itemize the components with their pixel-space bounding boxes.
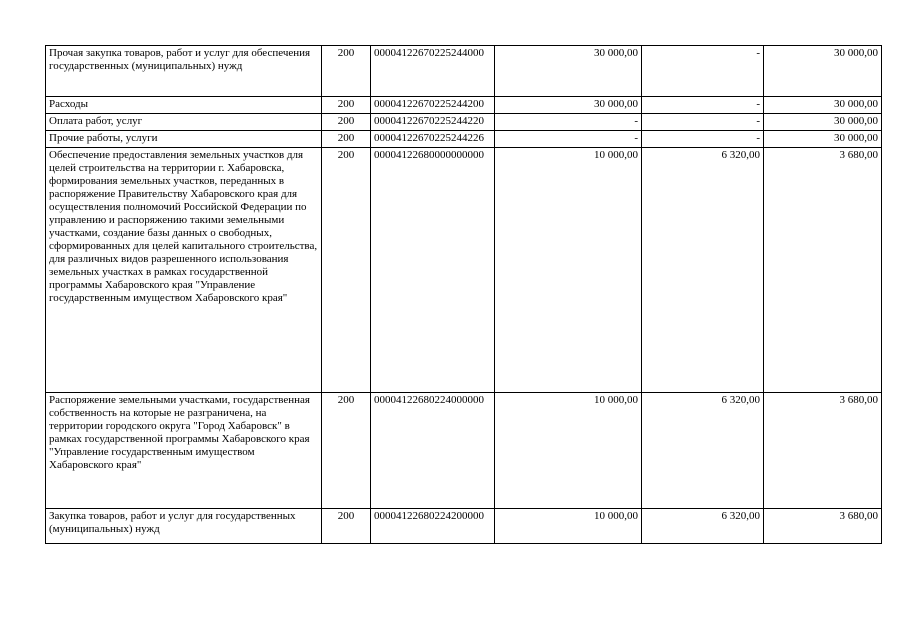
table-row: [46, 393, 882, 509]
row-name-cell: Закупка товаров, работ и услуг для государственных (муниципальных) нужд: [46, 509, 322, 544]
row-code-cell: 200: [322, 509, 371, 544]
row-kbk-cell: 00004122680224000000: [371, 393, 495, 509]
row-kbk-cell: 00004122670225244200: [371, 97, 495, 114]
row-code-cell: 200: [322, 46, 371, 97]
budget-execution-table: [45, 45, 882, 544]
row-executed-cell: 6 320,00: [642, 509, 764, 544]
row-executed-cell: -: [642, 131, 764, 148]
row-executed-cell: -: [642, 114, 764, 131]
row-assigned-cell: -: [495, 131, 642, 148]
row-remaining-cell: 30 000,00: [764, 46, 882, 97]
row-remaining-cell: 3 680,00: [764, 393, 882, 509]
row-assigned-cell: -: [495, 114, 642, 131]
row-assigned-cell: 10 000,00: [495, 509, 642, 544]
row-remaining-cell: 30 000,00: [764, 114, 882, 131]
table-row: [46, 46, 882, 97]
row-remaining-cell: 30 000,00: [764, 97, 882, 114]
table-row: [46, 131, 882, 148]
row-name-cell: Оплата работ, услуг: [46, 114, 322, 131]
row-kbk-cell: 00004122680224200000: [371, 509, 495, 544]
row-executed-cell: -: [642, 97, 764, 114]
row-code-cell: 200: [322, 97, 371, 114]
row-assigned-cell: 10 000,00: [495, 148, 642, 393]
row-kbk-cell: 00004122670225244000: [371, 46, 495, 97]
row-remaining-cell: 3 680,00: [764, 148, 882, 393]
table-row: [46, 509, 882, 544]
row-kbk-cell: 00004122670225244220: [371, 114, 495, 131]
row-remaining-cell: 30 000,00: [764, 131, 882, 148]
row-name-cell: Распоряжение земельными участками, государственная собственность на которые не разграничена, на территории городского округа "Город Хабаровск" в рамках государственной программы Хабаровского края "Управление государственным имуществом Хабаровского края": [46, 393, 322, 509]
row-assigned-cell: 30 000,00: [495, 46, 642, 97]
row-assigned-cell: 30 000,00: [495, 97, 642, 114]
row-kbk-cell: 00004122680000000000: [371, 148, 495, 393]
table-row: [46, 114, 882, 131]
row-code-cell: 200: [322, 114, 371, 131]
row-assigned-cell: 10 000,00: [495, 393, 642, 509]
row-name-cell: Прочая закупка товаров, работ и услуг для обеспечения государственных (муниципальных) нужд: [46, 46, 322, 97]
row-code-cell: 200: [322, 393, 371, 509]
row-executed-cell: -: [642, 46, 764, 97]
row-code-cell: 200: [322, 148, 371, 393]
row-kbk-cell: 00004122670225244226: [371, 131, 495, 148]
row-name-cell: Расходы: [46, 97, 322, 114]
row-executed-cell: 6 320,00: [642, 148, 764, 393]
row-remaining-cell: 3 680,00: [764, 509, 882, 544]
row-name-cell: Обеспечение предоставления земельных участков для целей строительства на территории г. Хабаровска, формирования земельных участков, переданных в распоряжение Правительству Хабаровского края для осуществления полномочий Российской Федерации по управлению и распоряжению такими земельными участками, создание базы данных о свободных, сформированных для целей капитального строительства, для различных видов разрешенного использования земельных участках в рамках государственной программы Хабаровского края "Управление государственным имуществом Хабаровского края": [46, 148, 322, 393]
row-code-cell: 200: [322, 131, 371, 148]
row-name-cell: Прочие работы, услуги: [46, 131, 322, 148]
table-row: [46, 97, 882, 114]
row-executed-cell: 6 320,00: [642, 393, 764, 509]
table-row: [46, 148, 882, 393]
